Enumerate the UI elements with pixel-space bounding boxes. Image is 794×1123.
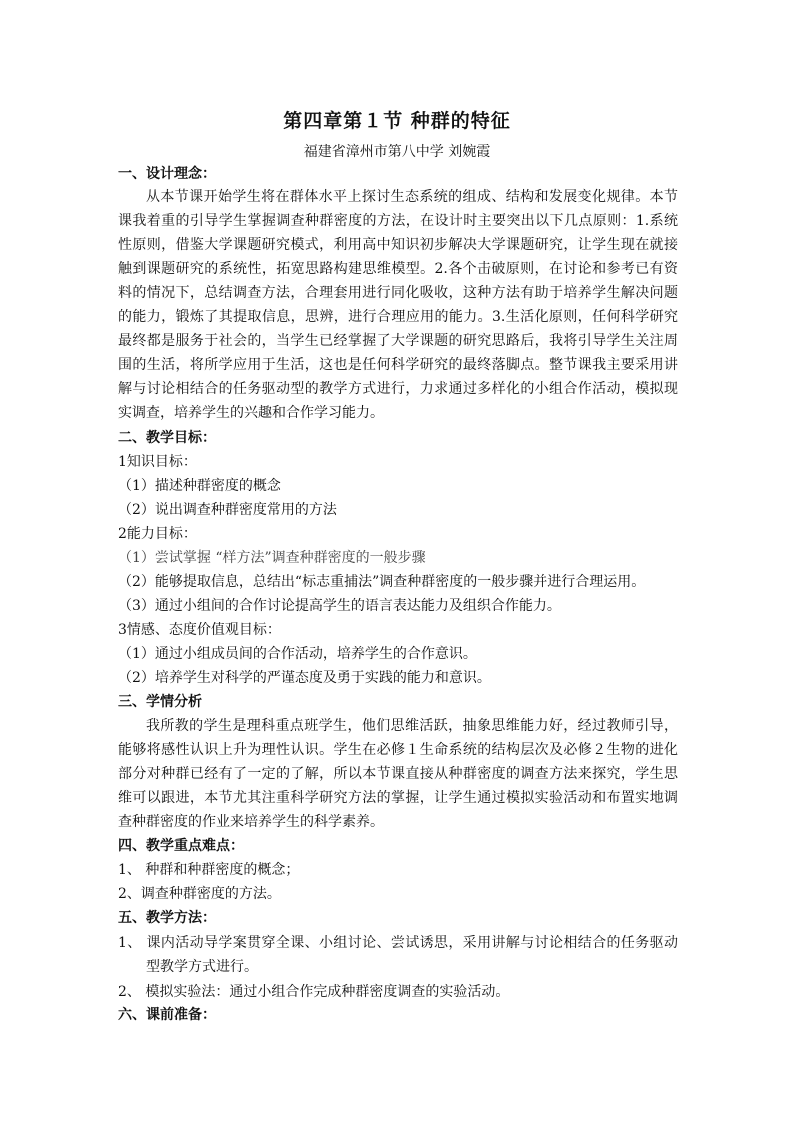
goal-category: 1知识目标： — [118, 454, 197, 470]
list-item: 2、 模拟实验法：通过小组合作完成种群密度调查的实验活动。 — [118, 984, 510, 1000]
section-heading-teaching-goals: 二、教学目标： — [118, 430, 216, 446]
paragraph-line: 能够将感性认识上升为理性认识。学生在必修１生命系统的结构层次及必修２生物的进化 — [118, 742, 678, 758]
goal-item: （2）培养学生对科学的严谨态度及勇于实践的能力和意识。 — [118, 670, 491, 686]
goal-item: （2）说出调查种群密度常用的方法 — [118, 502, 337, 518]
list-item-continuation: 型教学方式进行。 — [146, 959, 258, 975]
list-item: 2、调查种群密度的方法。 — [118, 886, 281, 902]
paragraph-line: 触到课题研究的系统性，拓宽思路构建思维模型。2.各个击破原则，在讨论和参考已有资 — [118, 261, 678, 277]
section-heading-design-concept: 一、设计理念： — [118, 166, 216, 182]
paragraph-line: 部分对种群已经有了一定的了解，所以本节课直接从种群密度的调查方法来探究，学生思 — [118, 766, 678, 782]
paragraph-line: 我所教的学生是理科重点班学生，他们思维活跃，抽象思维能力好，经过教师引导， — [146, 718, 678, 734]
goal-item: （1）描述种群密度的概念 — [118, 478, 281, 494]
list-item: 1、 课内活动导学案贯穿全课、小组讨论、尝试诱思，采用讲解与讨论相结合的任务驱动 — [118, 935, 678, 951]
paragraph-line: 料的情况下，总结调查方法，合理套用进行同化吸收，这种方法有助于培养学生解决问题 — [118, 285, 678, 301]
paragraph-line: 最终都是服务于社会的，当学生已经掌握了大学课题的研究思路后，我将引导学生关注周 — [118, 333, 678, 349]
document-title: 第四章第１节 种群的特征 — [283, 110, 511, 132]
paragraph-line: 查种群密度的作业来培养学生的科学素养。 — [118, 814, 384, 830]
section-heading-learner-analysis: 三、学情分析 — [118, 694, 202, 710]
paragraph-line: 实调查，培养学生的兴趣和合作学习能力。 — [118, 405, 384, 421]
section-heading-teaching-methods: 五、教学方法： — [118, 910, 216, 926]
paragraph-line: 从本节课开始学生将在群体水平上探讨生态系统的组成、结构和发展变化规律。本节 — [146, 189, 678, 205]
paragraph-line: 性原则，借鉴大学课题研究模式，利用高中知识初步解决大学课题研究，让学生现在就接 — [118, 237, 678, 253]
paragraph-line: 课我着重的引导学生掌握调查种群密度的方法，在设计时主要突出以下几点原则：1.系统 — [118, 213, 678, 229]
section-heading-key-points: 四、教学重点难点： — [118, 838, 244, 854]
paragraph-line: 维可以跟进，本节尤其注重科学研究方法的掌握，让学生通过模拟实验活动和布置实地调 — [118, 790, 678, 806]
goal-category: 2能力目标： — [118, 526, 197, 542]
list-item: 1、 种群和种群密度的概念； — [118, 862, 300, 878]
goal-item: （3）通过小组间的合作讨论提高学生的语言表达能力及组织合作能力。 — [118, 598, 561, 614]
goal-item: （1）通过小组成员间的合作活动，培养学生的合作意识。 — [118, 646, 477, 662]
document-author: 福建省漳州市第八中学 刘婉霞 — [303, 144, 491, 160]
goal-item: （2）能够提取信息，总结出“标志重捕法”调查种群密度的一般步骤并进行合理运用。 — [118, 574, 646, 590]
paragraph-line: 的能力，锻炼了其提取信息，思辨，进行合理应用的能力。3.生活化原则，任何科学研究 — [118, 309, 678, 325]
paragraph-line: 解与讨论相结合的任务驱动型的教学方式进行，力求通过多样化的小组合作活动，模拟现 — [118, 381, 678, 397]
section-heading-preparation: 六、课前准备： — [118, 1007, 216, 1023]
goal-item: （1）尝试掌握 “样方法”调查种群密度的一般步骤 — [118, 550, 426, 566]
paragraph-line: 围的生活，将所学应用于生活，这也是任何科学研究的最终落脚点。整节课我主要采用讲 — [118, 357, 678, 373]
goal-category: 3情感、态度价值观目标： — [118, 622, 281, 638]
